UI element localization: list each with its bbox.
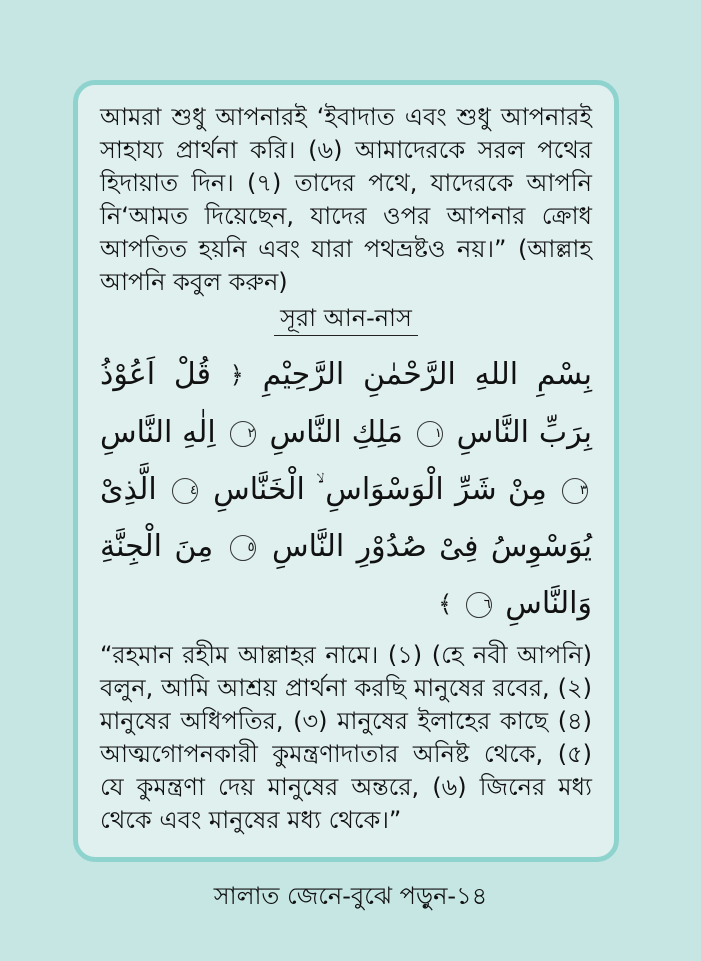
verse-text: مِنَ الْجِنَّةِ وَالنَّاسِ bbox=[100, 529, 592, 621]
close-bracket-ornament: ﴾ bbox=[438, 590, 453, 618]
verse-text: قُلْ اَعُوْذُ بِرَبِّ النَّاسِ bbox=[100, 357, 592, 450]
verse-text: الَّذِیْ یُوَسْوِسُ فِیْ صُدُوْرِ النَّاسِ bbox=[100, 472, 592, 564]
page-footer: সালাত জেনে-বুঝে পড়ুন-১৪ bbox=[213, 882, 488, 910]
arabic-text-block bbox=[100, 346, 592, 633]
verse-text: اِلٰهِ النَّاسِ bbox=[100, 415, 216, 450]
ayah-number-marker: ١ bbox=[417, 421, 443, 447]
content-card bbox=[73, 80, 619, 862]
ayah-number-marker: ٦ bbox=[466, 592, 492, 618]
surah-title: সূরা আন-নাস bbox=[274, 303, 418, 336]
verse-text: مِنْ شَرِّ الْوَسْوَاسِ ۙ الْخَنَّاسِ bbox=[213, 472, 547, 507]
ayah-number-marker: ٣ bbox=[562, 478, 588, 504]
open-bracket-ornament: ﴿ bbox=[229, 361, 244, 389]
intro-paragraph: আমরা শুধু আপনারই ‘ইবাদাত এবং শুধু আপনারই সাহায্য প্রার্থনা করি। (৬) আমাদেরকে সরল পথের হিদায়াত দিন। (৭) তাদের পথে, যাদেরকে আপনি নি‘আমত দিয়েছেন, যাদের ওপর আপনার ক্রোধ আপতিত হয়নি এবং যারা পথভ্রষ্টও নয়।” (আল্লাহ আপনি কবুল করুন) bbox=[100, 103, 592, 296]
basmala: بِسْمِ اللهِ الرَّحْمٰنِ الرَّحِيْمِ bbox=[262, 357, 592, 392]
ayah-number-marker: ٢ bbox=[230, 421, 256, 447]
ayah-number-marker: ٥ bbox=[230, 535, 256, 561]
ayah-number-marker: ٤ bbox=[172, 478, 198, 504]
surah-title-wrap bbox=[100, 303, 592, 336]
verse-text: مَلِكِ النَّاسِ bbox=[269, 415, 403, 450]
translation-paragraph: “রহমান রহীম আল্লাহর নামে। (১) (হে নবী আপনি) বলুন, আমি আশ্রয় প্রার্থনা করছি মানুষের রবের, (২) মানুষের অধিপতির, (৩) মানুষের ইলাহের কাছে (৪) আত্মগোপনকারী কুমন্ত্রণাদাতার অনিষ্ট থেকে, (৫) যে কুমন্ত্রণা দেয় মানুষের অন্তরে, (৬) জিনের মধ্য থেকে এবং মানুষের মধ্য থেকে।” bbox=[100, 641, 592, 834]
